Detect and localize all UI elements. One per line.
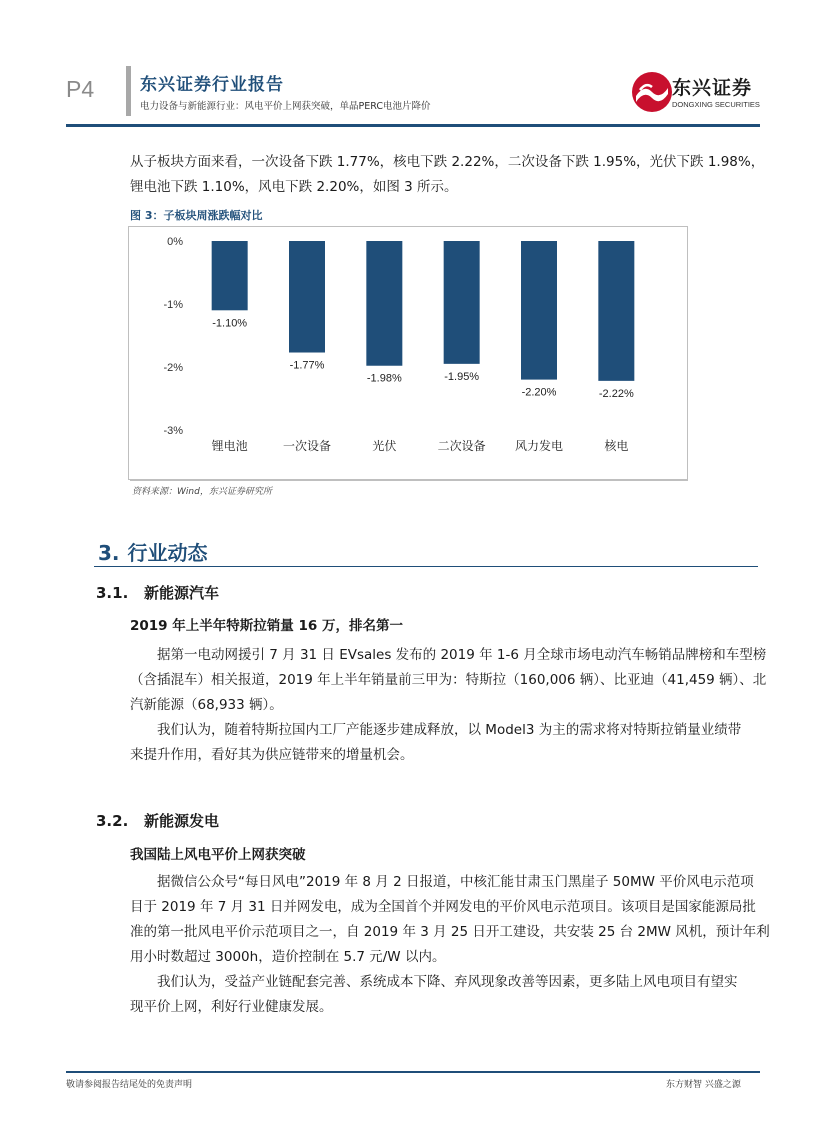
subsection-heading-3-1 — [96, 582, 219, 603]
x-tick-label: 光伏 — [372, 439, 397, 453]
text-line: 我们认为，随着特斯拉国内工厂产能逐步建成释放，以 Model3 为主的需求将对特斯拉销量业绩带 — [157, 722, 742, 738]
logo-text-en: DONGXING SECURITIES — [672, 100, 760, 109]
news-title-wind: 我国陆上风电平价上网获突破 — [130, 847, 306, 863]
text-line: 准的第一批风电平价示范项目之一，自 2019 年 3 月 25 日开工建设，共安装 25 台 2MW 风机，预计年利 — [130, 924, 770, 940]
section-number: 3. — [98, 541, 120, 565]
bar — [289, 241, 325, 353]
company-logo-icon — [630, 70, 674, 114]
x-tick-label: 风力发电 — [514, 439, 564, 453]
tesla-paragraph-1 — [130, 643, 770, 718]
header-separator — [126, 66, 131, 116]
data-label: -1.95% — [444, 370, 480, 383]
figure-title: 图 3：子板块周涨跌幅对比 — [130, 209, 263, 222]
text-line: 我们认为，受益产业链配套完善、系统成本下降、弃风现象改善等因素，更多陆上风电项目有望实 — [157, 974, 738, 990]
intro-paragraph — [130, 150, 770, 200]
data-label: -1.10% — [212, 317, 248, 330]
data-label: -2.22% — [598, 387, 634, 400]
footer-rule — [66, 1071, 760, 1073]
text-line: （含插混车）相关报道，2019 年上半年销量前三甲为：特斯拉（160,006 辆）、比亚迪（41,459 辆）、北 — [130, 672, 767, 688]
footer-slogan: 东方财智 兴盛之源 — [666, 1080, 741, 1090]
bar — [444, 241, 480, 364]
text-line: 据第一电动网援引 7 月 31 日 EVsales 发布的 2019 年 1-6 月全球市场电动汽车畅销品牌榜和车型榜 — [157, 647, 767, 663]
y-tick-label: -1% — [163, 299, 183, 311]
x-tick-label: 一次设备 — [282, 439, 332, 453]
news-title-tesla: 2019 年上半年特斯拉销量 16 万，排名第一 — [130, 618, 403, 634]
bar-chart — [129, 227, 685, 477]
section-rule — [94, 566, 758, 567]
page-number: P4 — [66, 76, 95, 102]
figure-source: 资料来源：Wind，东兴证券研究所 — [132, 487, 272, 497]
y-tick-label: 0% — [167, 236, 183, 248]
intro-line: 从子板块方面来看，一次设备下跌 1.77%，核电下跌 2.22%，二次设备下跌 1.95%，光伏下跌 1.98%， — [130, 154, 765, 170]
report-subtitle: 电力设备与新能源行业：风电平价上网获突破，单晶PERC电池片降价 — [140, 101, 431, 112]
text-line: 汽新能源（68,933 辆）。 — [130, 697, 283, 713]
wind-paragraph-2 — [130, 970, 770, 1020]
data-label: -1.98% — [366, 372, 402, 385]
intro-line: 锂电池下跌 1.10%，风电下跌 2.20%，如图 3 所示。 — [130, 179, 458, 195]
tesla-paragraph-2 — [130, 718, 770, 768]
data-label: -2.20% — [521, 386, 557, 399]
subsection-number: 3.1. — [96, 584, 129, 602]
text-line: 用小时数超过 3000h，造价控制在 5.7 元/W 以内。 — [130, 949, 446, 965]
source-rule — [130, 480, 688, 481]
subsection-title: 新能源发电 — [144, 812, 220, 830]
x-tick-label: 锂电池 — [211, 439, 248, 453]
text-line: 来提升作用，看好其为供应链带来的增量机会。 — [130, 747, 414, 763]
wind-paragraph-1 — [130, 870, 770, 970]
bar — [366, 241, 402, 366]
x-tick-label: 核电 — [604, 439, 629, 453]
text-line: 现平价上网，利好行业健康发展。 — [130, 999, 333, 1015]
report-brand-title: 东兴证券行业报告 — [140, 75, 284, 95]
bar — [598, 241, 634, 381]
data-label: -1.77% — [289, 359, 325, 372]
y-tick-label: -3% — [163, 425, 183, 437]
subsection-heading-3-2 — [96, 810, 219, 831]
footer-disclaimer: 敬请参阅报告结尾处的免责声明 — [66, 1080, 193, 1090]
logo-text-cn: 东兴证券 — [672, 77, 753, 99]
text-line: 目于 2019 年 7 月 31 日并网发电，成为全国首个并网发电的平价风电示范项目。该项目是国家能源局批 — [130, 899, 756, 915]
x-tick-label: 二次设备 — [437, 439, 486, 453]
subsection-number: 3.2. — [96, 812, 129, 830]
bar — [212, 241, 248, 310]
section-title: 行业动态 — [127, 541, 208, 565]
bar — [521, 241, 557, 380]
header-rule — [66, 124, 760, 127]
text-line: 据微信公众号“每日风电”2019 年 8 月 2 日报道，中核汇能甘肃玉门黑崖子 50MW 平价风电示范项 — [157, 874, 754, 890]
section-heading — [98, 537, 208, 566]
subsection-title: 新能源汽车 — [144, 584, 220, 602]
y-tick-label: -2% — [163, 362, 183, 374]
